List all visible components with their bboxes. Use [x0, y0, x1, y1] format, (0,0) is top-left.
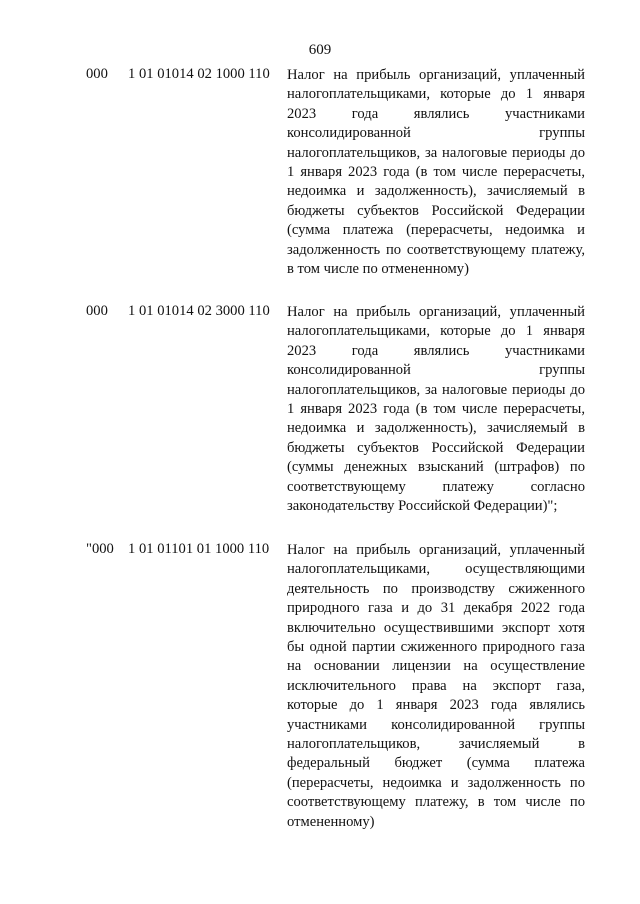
page-number: 609 [308, 42, 332, 58]
admin-code: 000 [86, 66, 108, 82]
budget-classification-code: 1 01 01014 02 3000 110 [128, 303, 270, 319]
admin-code: 000 [86, 303, 108, 319]
income-description: Налог на прибыль организаций, уплаченный налогоплательщиками, которые до 1 января 2023 года являлись участниками консолидированной группы налогоплательщиков, за налоговые периоды до 1 января 2023 года (в том числе перерасчеты, недоимка и задолженность), зачисляемый в бюджеты субъектов Российской Федерации (сумма платежа (перерасчеты, недоимка и задолженность по соответствующему платежу, в том числе по отмененному) [287, 67, 585, 278]
budget-classification-code: 1 01 01014 02 1000 110 [128, 66, 270, 82]
income-description: Налог на прибыль организаций, уплаченный налогоплательщиками, которые до 1 января 2023 года являлись участниками консолидированной группы налогоплательщиков, за налоговые периоды до 1 января 2023 года (в том числе перерасчеты, недоимка и задолженность), зачисляемый в бюджеты субъектов Российской Федерации (суммы денежных взысканий (штрафов) по соответствующему платежу согласно законодательству Российской Федерации)"; [287, 304, 585, 515]
income-description: Налог на прибыль организаций, уплаченный налогоплательщиками, осуществляющими деятельность по производству сжиженного природного газа и до 31 декабря 2022 года включительно осуществившими экспорт хотя бы одной партии сжиженного природного газа на основании лицензии на осуществление исключительного права на экспорт газа, которые до 1 января 2023 года являлись участниками консолидированной группы налогоплательщиков, зачисляемый в федеральный бюджет (сумма платежа (перерасчеты, недоимка и задолженность по соответствующему платежу, в том числе по отмененному) [287, 542, 585, 830]
budget-classification-code: 1 01 01101 01 1000 110 [128, 541, 270, 557]
admin-code: "000 [86, 541, 114, 557]
